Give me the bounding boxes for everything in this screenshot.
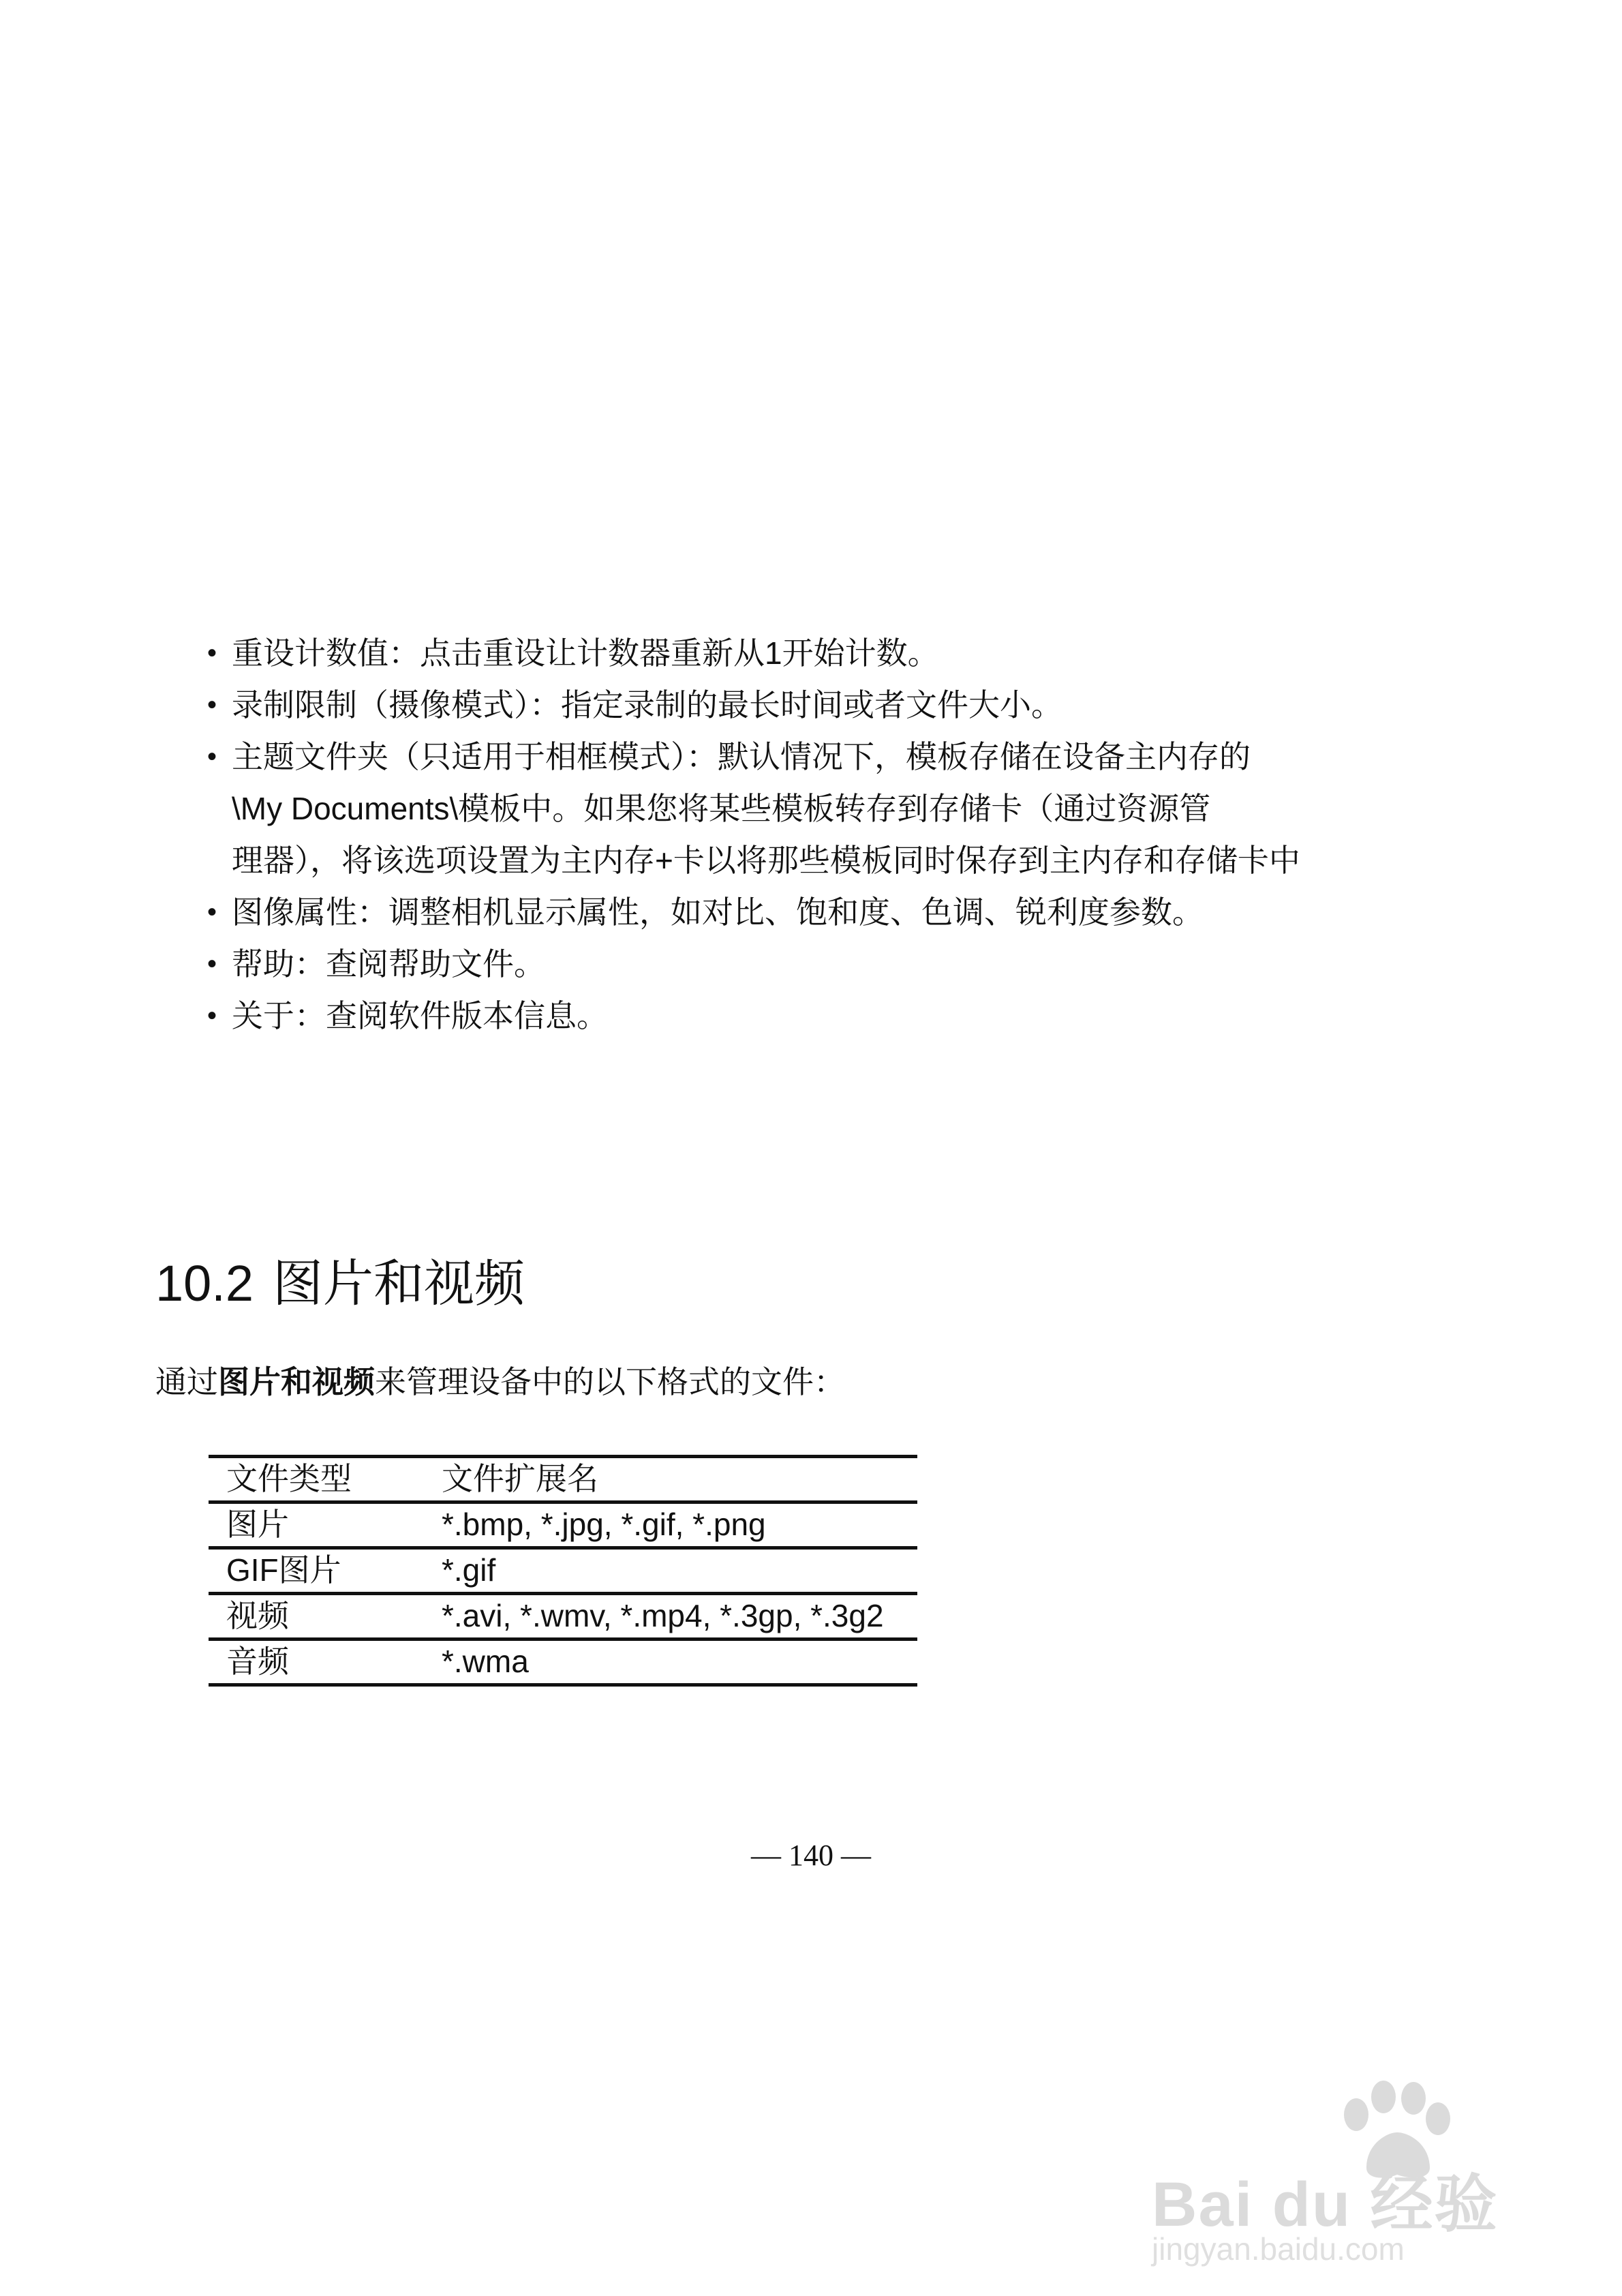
settings-bullet-list	[213, 627, 1398, 1042]
table-row	[209, 1548, 917, 1594]
cell-extension: *.bmp, *.jpg, *.gif, *.png	[442, 1507, 766, 1542]
bullet-line: • 录制限制（摄像模式）：指定录制的最长时间或者文件大小。	[232, 687, 1062, 723]
bullet-record-limit	[213, 679, 1398, 731]
cell-extension: *.avi, *.wmv, *.mp4, *.3gp, *.3g2	[442, 1598, 884, 1633]
bullet-reset-counter	[213, 627, 1398, 679]
intro-suffix: 来管理设备中的以下格式的文件：	[375, 1364, 845, 1400]
intro-bold-term: 图片和视频	[218, 1364, 375, 1400]
bullet-about	[213, 990, 1398, 1042]
column-header-file-type: 文件类型	[226, 1461, 352, 1496]
section-number: 10.2	[155, 1255, 254, 1312]
section-title-text: 图片和视频	[273, 1255, 525, 1312]
baidu-jingyan-watermark	[1152, 2079, 1533, 2267]
bullet-line: • 关于：查阅软件版本信息。	[232, 998, 608, 1033]
bullet-theme-folder	[213, 731, 1398, 886]
cell-file-type: 图片	[226, 1507, 289, 1542]
bullet-line: \My Documents\模板中。如果您将某些模板转存到存储卡（通过资源管	[232, 791, 1211, 826]
cell-file-type: GIF图片	[226, 1552, 341, 1588]
cell-file-type: 音频	[226, 1644, 289, 1679]
table-header-row	[209, 1457, 917, 1502]
table-row	[209, 1502, 917, 1548]
table-row	[209, 1640, 917, 1685]
bullet-help	[213, 938, 1398, 990]
intro-prefix: 通过	[155, 1364, 218, 1400]
intro-paragraph	[155, 1358, 845, 1406]
column-header-extension: 文件扩展名	[442, 1461, 598, 1496]
bullet-line: • 图像属性：调整相机显示属性，如对比、饱和度、色调、锐利度参数。	[232, 894, 1204, 930]
table-row	[209, 1594, 917, 1640]
page-number: — 140 —	[751, 1839, 871, 1872]
cell-extension: *.wma	[442, 1644, 529, 1679]
watermark-url: jingyan.baidu.com	[1152, 2231, 1405, 2267]
file-format-table	[209, 1455, 917, 1687]
bullet-image-properties	[213, 886, 1398, 938]
cell-extension: *.gif	[442, 1552, 496, 1588]
bullet-line: • 帮助：查阅帮助文件。	[232, 946, 545, 982]
watermark-brand: Bai du 经验	[1152, 2170, 1499, 2239]
section-heading	[155, 1253, 525, 1314]
bullet-line: • 重设计数值：点击重设让计数器重新从1开始计数。	[232, 635, 939, 671]
cell-file-type: 视频	[226, 1598, 289, 1633]
bullet-line: • 主题文件夹（只适用于相框模式）：默认情况下，模板存储在设备主内存的	[232, 739, 1251, 774]
bullet-line: 理器），将该选项设置为主内存+卡以将那些模板同时保存到主内存和存储卡中	[232, 843, 1300, 878]
